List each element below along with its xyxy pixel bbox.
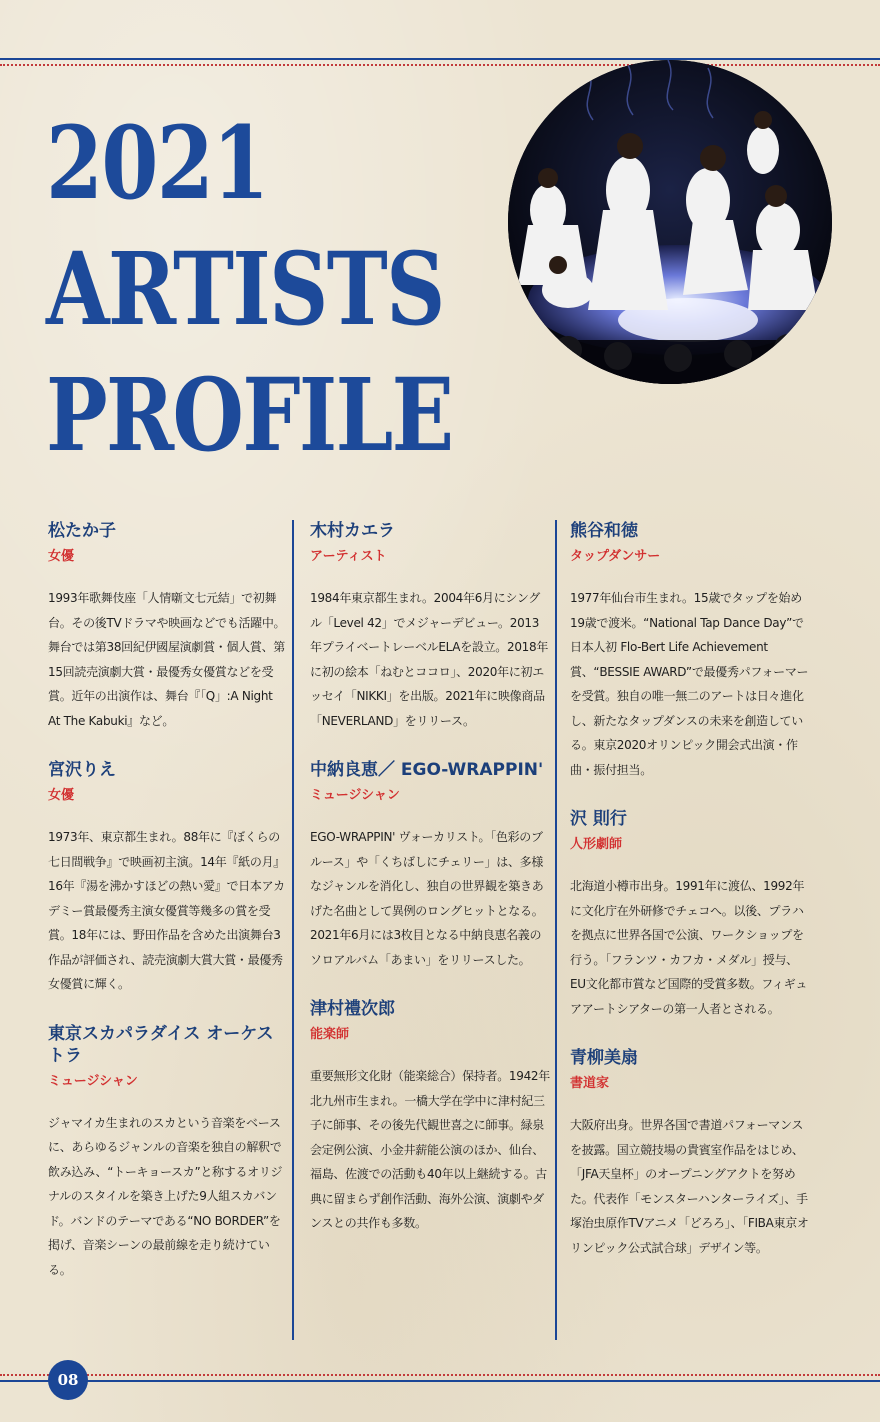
artist-column-3 bbox=[570, 520, 810, 1286]
artist-role: タップダンサー bbox=[570, 549, 661, 564]
column-divider bbox=[555, 520, 557, 1340]
title-line-3: PROFILE bbox=[46, 356, 453, 474]
artist-bio: 北海道小樽市出身。1991年に渡仏、1992年に文化庁在外研修でチェコへ。以後、プラハを拠点に世界各国で公演、ワークショップを行う。「フランツ・カフカ・メダル」授与、EU文化都市賞など国際的受賞多数。フィギュアアートシアターの第一人者とされる。 bbox=[570, 879, 808, 1016]
artist-bio: 1973年、東京都生まれ。88年に『ぼくらの七日間戦争』で映画初主演。14年『紙の月』16年『湯を沸かすほどの熱い愛』で日本アカデミー賞最優秀主演女優賞等幾多の賞を受賞。18年には、野田作品を含めた出演舞台3作品が評価され、読売演劇大賞大賞・最優秀女優賞に輝く。 bbox=[48, 830, 285, 991]
column-divider bbox=[292, 520, 294, 1340]
artist-entry bbox=[310, 759, 550, 972]
artist-name: 木村カエラ bbox=[310, 521, 395, 541]
artist-name: 中納良恵／ EGO-WRAPPIN' bbox=[310, 760, 544, 780]
artist-name: 津村禮次郎 bbox=[310, 999, 395, 1019]
performance-photo bbox=[508, 60, 832, 384]
artist-name: 宮沢りえ bbox=[48, 760, 116, 780]
artist-role: 能楽師 bbox=[310, 1027, 350, 1042]
artist-column-2 bbox=[310, 520, 550, 1262]
artist-role: ミュージシャン bbox=[48, 1073, 138, 1089]
artist-role: 女優 bbox=[48, 788, 75, 803]
artist-bio: 1984年東京都生まれ。2004年6月にシングル「Level 42」でメジャーデビュー。2013年プライベートレーベルELAを設立。2018年に初の絵本「ねむとココロ」、2020年に初エッセイ「NIKKI」を出版。2021年に映像商品「NEVERLAND」をリリース。 bbox=[310, 591, 549, 728]
artist-bio: EGO-WRAPPIN' ヴォーカリスト。「色彩のブルース」や「くちばしにチェリー」は、多様なジャンルを消化し、独自の世界観を築きあげた名曲として異例のロングヒットとなる。2021年6月には3枚目となる中納良恵名義のソロアルバム「あまい」をリリースした。 bbox=[310, 830, 544, 967]
artist-column-1 bbox=[48, 520, 288, 1308]
artist-entry bbox=[48, 520, 288, 733]
artist-name: 東京スカパラダイス オーケストラ bbox=[48, 1023, 274, 1066]
artist-name: 青柳美扇 bbox=[570, 1048, 638, 1068]
artist-entry bbox=[570, 520, 810, 782]
artist-role: アーティスト bbox=[310, 549, 387, 564]
title-line-1: 2021 bbox=[46, 104, 268, 222]
artist-entry bbox=[570, 808, 810, 1021]
artist-name: 松たか子 bbox=[48, 521, 116, 541]
artist-entry bbox=[48, 1023, 288, 1283]
artist-entry bbox=[570, 1047, 810, 1260]
artist-role: ミュージシャン bbox=[310, 788, 400, 803]
artist-bio: ジャマイカ生まれのスカという音楽をベースに、あらゆるジャンルの音楽を独自の解釈で飲み込み、“トーキョースカ”と称するオリジナルのスタイルを築き上げた9人組スカバンド。バンドのテーマである“NO BORDER”を掲げ、音楽シーンの最前線を走り続けている。 bbox=[48, 1115, 283, 1277]
title-line-2: ARTISTS bbox=[46, 230, 444, 348]
artist-entry bbox=[48, 759, 288, 997]
artist-entry bbox=[310, 520, 550, 733]
artist-bio: 1977年仙台市生まれ。15歳でタップを始め19歳で渡米。“National Tap Dance Day”で日本人初 Flo-Bert Life Achievement 賞、“BESSIE AWARD”で最優秀パフォーマーを受賞。独自の唯一無二のアートは日々進化し、新たなタップダンスの未来を創造している。東京2020オリンピック開会式出演・作曲・振付担当。 bbox=[570, 591, 809, 777]
artist-bio: 大阪府出身。世界各国で書道パフォーマンスを披露。国立競技場の貴賓室作品をはじめ、「JFA天皇杯」のオープニングアクトを努めた。代表作「モンスターハンターライズ」、手塚治虫原作TVアニメ「どろろ」、「FIBA東京オリンピック公式試合球」デザイン等。 bbox=[570, 1118, 809, 1255]
artist-bio: 1993年歌舞伎座「人情噺文七元結」で初舞台。その後TVドラマや映画などでも活躍中。舞台では第38回紀伊國屋演劇賞・個人賞、第15回読売演劇大賞・最優秀女優賞などを受賞。近年の出演作は、舞台『「Q」:A Night At The Kabuki』など。 bbox=[48, 591, 286, 728]
page-number-badge: 08 bbox=[48, 1360, 88, 1400]
artist-entry bbox=[310, 998, 550, 1236]
artist-role: 書道家 bbox=[570, 1076, 610, 1091]
artist-role: 女優 bbox=[48, 549, 75, 564]
artist-role: 人形劇師 bbox=[570, 837, 623, 852]
page-title bbox=[46, 100, 452, 478]
artist-name: 沢 則行 bbox=[570, 809, 627, 829]
artist-bio: 重要無形文化財（能楽総合）保持者。1942年北九州市生まれ。一橋大学在学中に津村紀三子に師事、その後先代観世喜之に師事。緑泉会定例公演、小金井薪能公演のほか、仙台、福島、佐渡での活動も40年以上継続する。古典に留まらず創作活動、海外公演、演劇やダンスとの共作も多数。 bbox=[310, 1069, 550, 1230]
artist-name: 熊谷和徳 bbox=[570, 521, 638, 541]
